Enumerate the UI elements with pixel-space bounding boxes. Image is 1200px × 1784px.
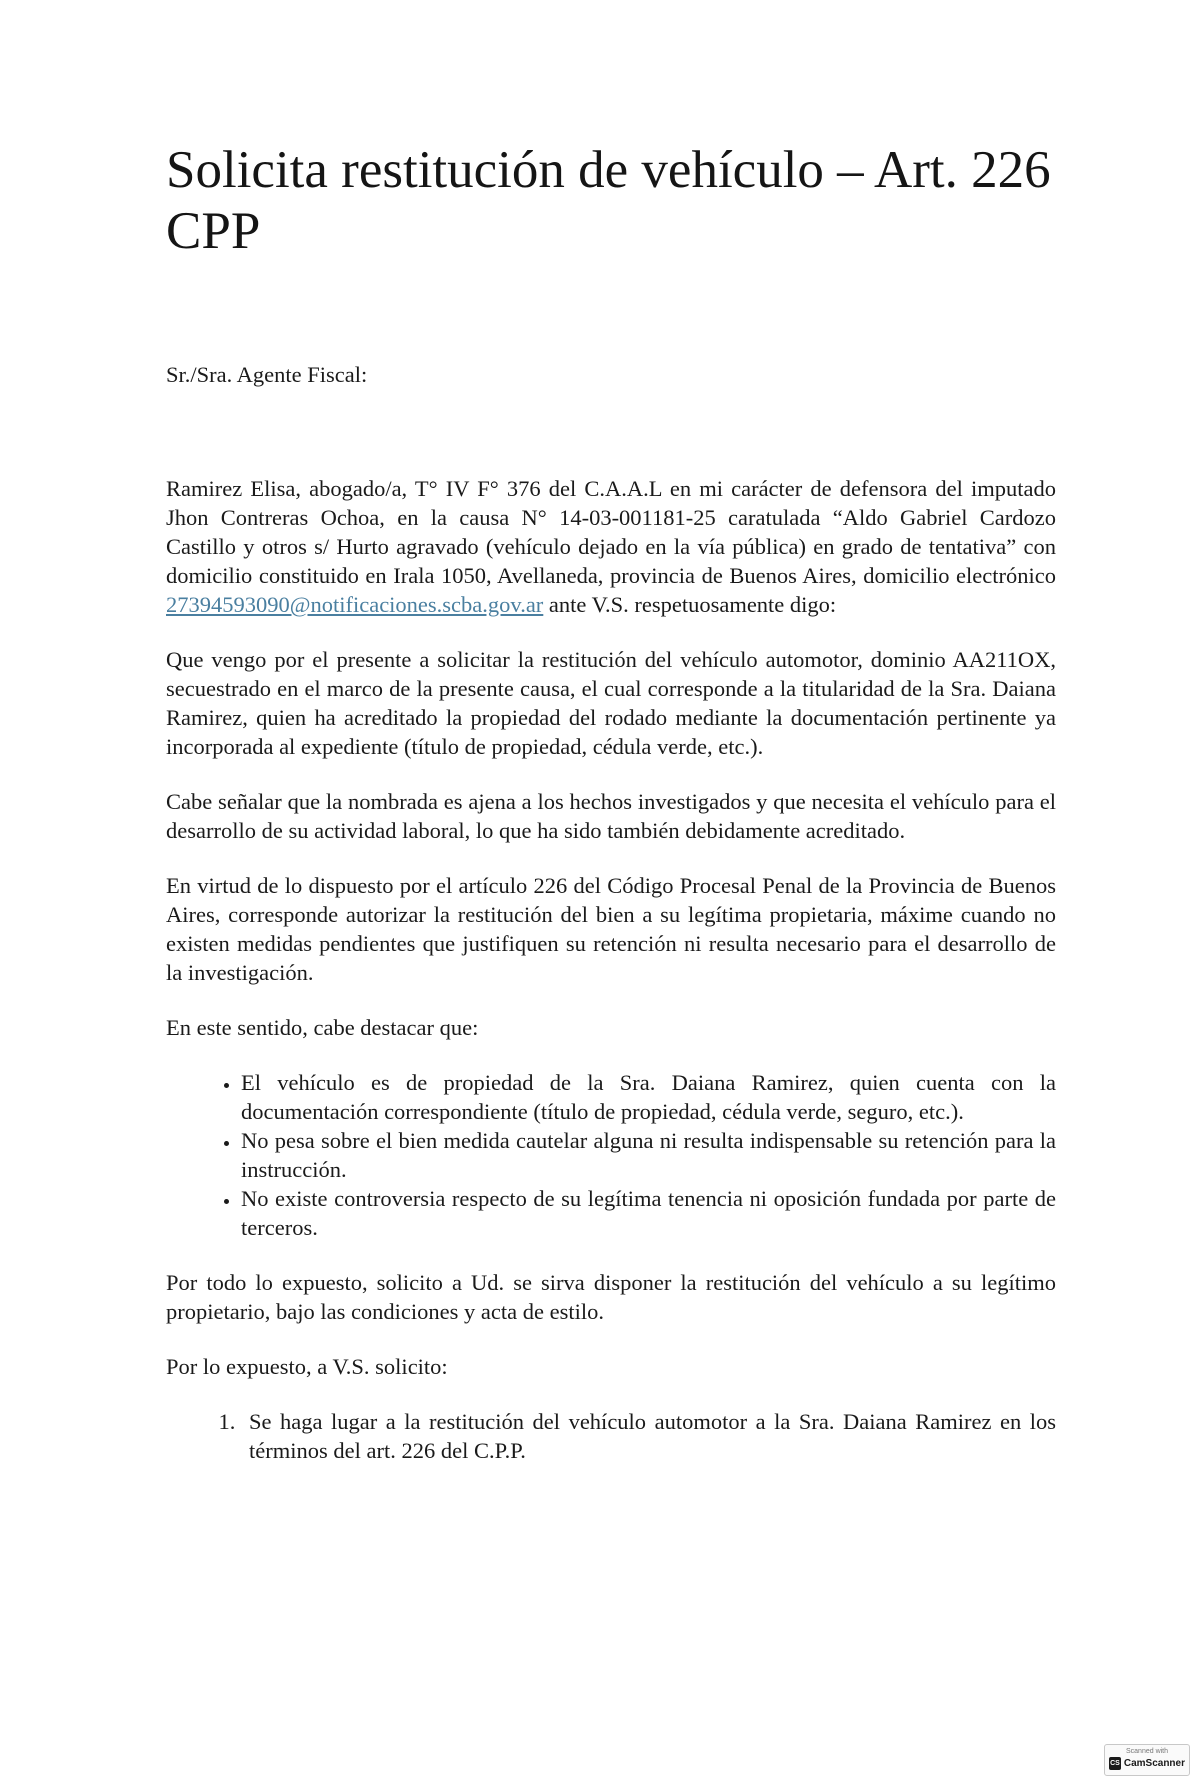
- paragraph-legal-basis: En virtud de lo dispuesto por el artículo 226 del Código Procesal Penal de la Provincia de Buenos Aires, corresponde autorizar la restitución del bien a su legítima propietaria, máxime cuando no existen medidas pendientes que justifiquen su retención ni resulta necesario para el desarrollo de la investigación.: [166, 873, 1056, 985]
- camscanner-badge: [1104, 1744, 1190, 1776]
- badge-caption: Scanned with: [1125, 1748, 1169, 1755]
- intro-text-after-email: ante V.S. respetuosamente digo:: [543, 592, 837, 617]
- electronic-address-link[interactable]: 27394593090@notificaciones.scba.gov.ar: [166, 592, 544, 617]
- salutation: Sr./Sra. Agente Fiscal:: [166, 362, 368, 387]
- paragraph-justification: Cabe señalar que la nombrada es ajena a los hechos investigados y que necesita el vehículo para el desarrollo de su actividad laboral, lo que ha sido también debidamente acreditado.: [166, 789, 1056, 843]
- bullet-item: • No pesa sobre el bien medida cautelar alguna ni resulta indispensable su retención para la instrucción.: [241, 1126, 1056, 1184]
- paragraph-conclusion: Por todo lo expuesto, solicito a Ud. se sirva disponer la restitución del vehículo a su legítimo propietario, bajo las condiciones y acta de estilo.: [166, 1270, 1056, 1324]
- paragraph-petition-intro: Por lo expuesto, a V.S. solicito:: [166, 1354, 448, 1379]
- intro-paragraph: [166, 474, 1056, 619]
- camscanner-icon: CS: [1109, 1757, 1121, 1770]
- badge-row: [1109, 1757, 1185, 1770]
- bullet-list: [166, 1068, 1056, 1242]
- bullet-item: • No existe controversia respecto de su legítima tenencia ni oposición fundada por parte de terceros.: [241, 1184, 1056, 1242]
- bullet-item: • El vehículo es de propiedad de la Sra. Daiana Ramirez, quien cuenta con la documentación correspondiente (título de propiedad, cédula verde, seguro, etc.).: [241, 1068, 1056, 1126]
- paragraph-request: Que vengo por el presente a solicitar la restitución del vehículo automotor, dominio AA211OX, secuestrado en el marco de la presente causa, el cual corresponde a la titularidad de la Sra. Daiana Ramirez, quien ha acreditado la propiedad del rodado mediante la documentación pertinente ya incorporada al expediente (título de propiedad, cédula verde, etc.).: [166, 647, 1056, 759]
- badge-brand-name: CamScanner: [1123, 1758, 1185, 1769]
- paragraph-highlight-intro: En este sentido, cabe destacar que:: [166, 1015, 479, 1040]
- intro-text-before-email: Ramirez Elisa, abogado/a, T° IV F° 376 del C.A.A.L en mi carácter de defensora del imputado Jhon Contreras Ochoa, en la causa N° 14-03-001181-25 caratulada “Aldo Gabriel Cardozo Castillo y otros s/ Hurto agravado (vehículo dejado en la vía pública) en grado de tentativa” con domicilio constituido en Irala 1050, Avellaneda, provincia de Buenos Aires, domicilio electrónico: [166, 476, 1056, 588]
- numbered-list: [166, 1407, 1056, 1465]
- document-body: [166, 474, 1056, 1491]
- numbered-item: 1. Se haga lugar a la restitución del vehículo automotor a la Sra. Daiana Ramirez en los términos del art. 226 del C.P.P.: [241, 1407, 1056, 1465]
- document-title: Solicita restitución de vehículo – Art. 226 CPP: [166, 141, 1051, 260]
